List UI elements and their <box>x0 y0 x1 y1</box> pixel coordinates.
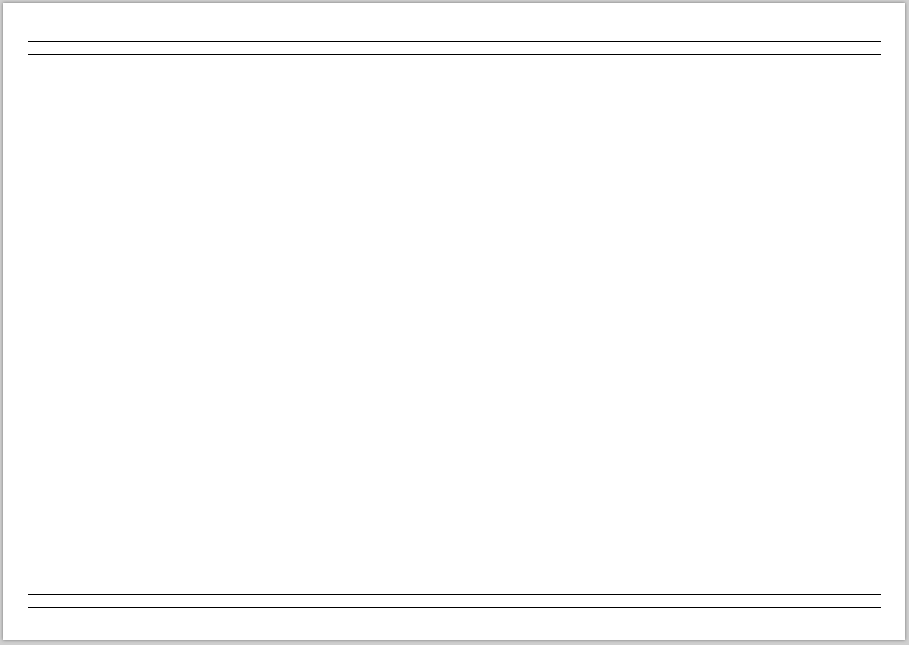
bottom-rule <box>28 607 881 608</box>
bottom-rule-top <box>28 594 881 595</box>
planner-sheet <box>3 3 905 640</box>
header-rule <box>28 54 881 55</box>
top-rule <box>28 41 881 42</box>
